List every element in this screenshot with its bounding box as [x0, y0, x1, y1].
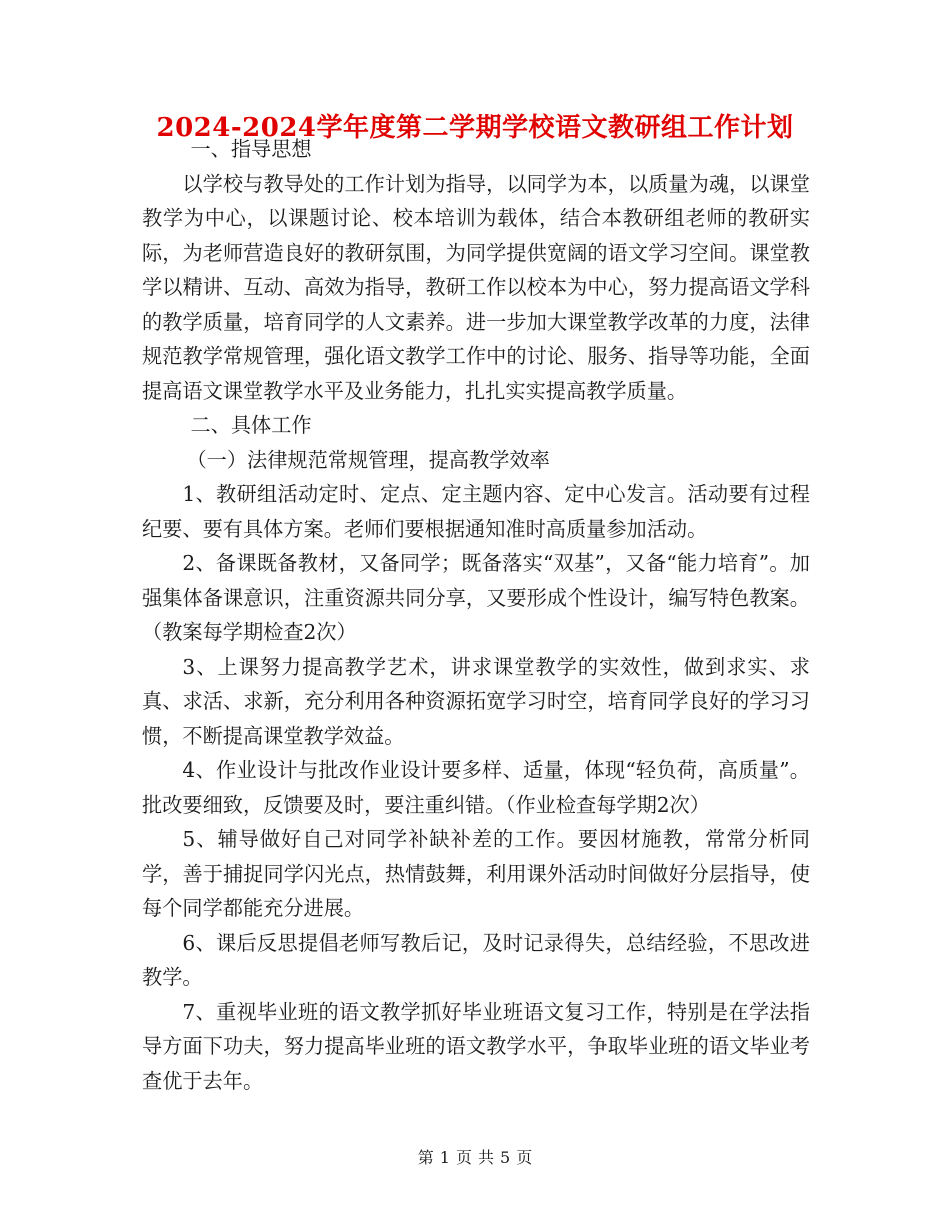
page-footer — [0, 1147, 950, 1169]
list-item-4: 4、作业设计与批改作业设计要多样、适量，体现“轻负荷，高质量”。批改要细致，反馈要及时，要注重纠错。（作业检查每学期2次） — [142, 758, 810, 817]
section-heading-guiding-thought: 一、指导思想 — [190, 137, 312, 161]
footer-current-page: 1 — [439, 1148, 450, 1167]
document-body — [142, 132, 810, 1098]
body-paragraph-guiding-thought: 以学校与教导处的工作计划为指导，以同学为本，以质量为魂，以课堂教学为中心，以课题讨论、校本培训为载体，结合本教研组老师的教研实际，为老师营造良好的教研氛围，为同学提供宽阔的语文学习空间。课堂教学以精讲、互动、高效为指导，教研工作以校本为中心，努力提高语文学科的教学质量，培育同学的人文素养。进一步加大课堂教学改革的力度，法律规范教学常规管理，强化语文教学工作中的讨论、服务、指导等功能，全面提高语文课堂教学水平及业务能力，扎扎实实提高教学质量。 — [142, 171, 810, 403]
footer-page-word: 页 — [455, 1148, 472, 1167]
list-item-5: 5、辅导做好自己对同学补缺补差的工作。要因材施教，常常分析同学，善于捕捉同学闪光点，热情鼓舞，利用课外活动时间做好分层指导，使每个同学都能充分进展。 — [142, 827, 810, 920]
footer-suffix: 页 — [516, 1148, 533, 1167]
section-heading-specific-work: 二、具体工作 — [190, 413, 312, 437]
subsection-heading-routine-management: （一）法律规范常规管理，提高教学效率 — [186, 447, 550, 472]
list-item-7: 7、重视毕业班的语文教学抓好毕业班语文复习工作，特别是在学法指导方面下功夫，努力提高毕业班的语文教学水平，争取毕业班的语文毕业考查优于去年。 — [142, 999, 810, 1093]
list-item-1: 1、教研组活动定时、定点、定主题内容、定中心发言。活动要有过程纪要、要有具体方案。老师们要根据通知准时高质量参加活动。 — [142, 482, 810, 541]
list-item-3: 3、上课努力提高教学艺术，讲求课堂教学的实效性，做到求实、求真、求活、求新，充分利用各种资源拓宽学习时空，培育同学良好的学习习惯，不断提高课堂教学效益。 — [142, 654, 810, 748]
footer-total-word: 共 — [478, 1148, 495, 1167]
list-item-2: 2、备课既备教材，又备同学；既备落实“双基”，又备“能力培育”。加强集体备课意识，注重资源共同分享，又要形成个性设计，编写特色教案。（教案每学期检查2次） — [142, 551, 810, 644]
footer-prefix: 第 — [417, 1148, 434, 1167]
document-title: 2024-2024学年度第二学期学校语文教研组工作计划 — [156, 113, 794, 143]
footer-total-pages: 5 — [500, 1148, 511, 1167]
list-item-6: 6、课后反思提倡老师写教后记，及时记录得失，总结经验，不思改进教学。 — [142, 930, 810, 989]
